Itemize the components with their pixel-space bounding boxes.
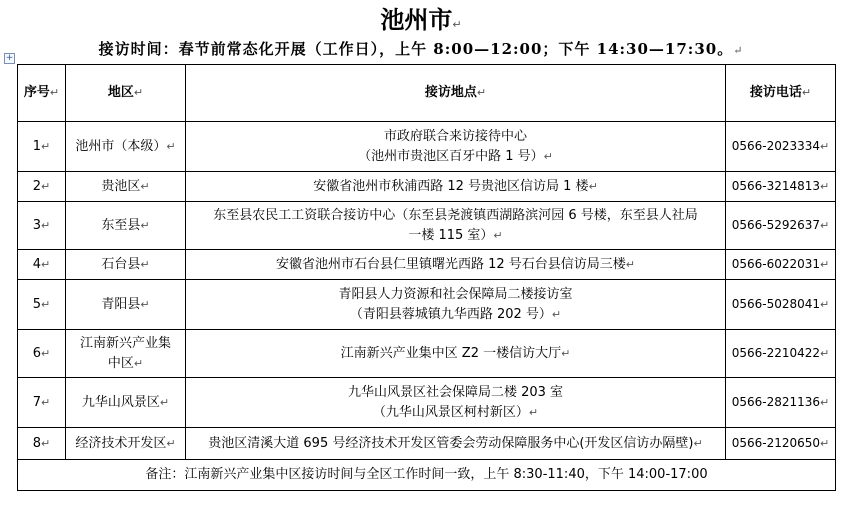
row-phone-line: 0566-5028041	[731, 297, 821, 311]
row-location	[186, 172, 726, 202]
table-row	[18, 378, 836, 428]
cell-mark: ↵	[493, 228, 503, 242]
cell-mark: ↵	[820, 258, 830, 271]
row-region-line: 九华山风景区	[81, 394, 160, 410]
row-location-line: 一楼 115 室）	[408, 227, 494, 243]
page-subtitle	[0, 38, 842, 62]
table-row	[18, 280, 836, 330]
row-phone-line: 0566-5292637	[731, 218, 821, 232]
row-no-line: 1	[32, 138, 42, 154]
row-region	[66, 330, 186, 378]
cell-mark: ↵	[166, 139, 176, 153]
cell-mark: ↵	[820, 180, 830, 193]
row-location-line: （青阳县蓉城镇九华西路 202 号）	[349, 306, 552, 322]
row-region-line: 经济技术开发区	[75, 435, 167, 451]
cell-mark: ↵	[820, 140, 830, 153]
cell-mark: ↵	[41, 346, 51, 360]
row-location-line: 青阳县人力资源和社会保障局二楼接访室	[338, 286, 573, 302]
cell-mark: ↵	[693, 436, 703, 450]
cell-mark: ↵	[41, 257, 51, 271]
row-location	[186, 330, 726, 378]
header-region: 地区↵	[66, 65, 186, 122]
cell-mark: ↵	[820, 437, 830, 450]
row-no-line: 2	[32, 178, 42, 194]
row-phone	[726, 330, 836, 378]
cell-mark: ↵	[133, 356, 144, 370]
row-region	[66, 122, 186, 172]
table-row	[18, 330, 836, 378]
row-location	[186, 378, 726, 428]
cell-mark: ↵	[140, 179, 150, 193]
cell-mark: ↵	[528, 405, 539, 419]
cell-mark: ↵	[166, 436, 176, 450]
row-no-line: 4	[32, 256, 42, 272]
row-phone-line: 0566-3214813	[731, 179, 821, 193]
cell-mark: ↵	[820, 396, 830, 409]
row-location-line: 安徽省池州市秋浦西路 12 号贵池区信访局 1 楼	[313, 178, 589, 194]
cell-mark: ↵	[41, 395, 51, 409]
row-no-line: 5	[32, 296, 42, 312]
cell-mark: ↵	[820, 298, 830, 311]
table-row	[18, 428, 836, 460]
row-region-line: 青阳县	[101, 296, 141, 312]
paragraph-mark: ↵	[452, 18, 462, 31]
row-phone	[726, 250, 836, 280]
row-location-line: 江南新兴产业集中区 Z2 一楼信访大厅	[340, 345, 562, 361]
paragraph-mark: ↵	[733, 44, 744, 57]
cell-mark: ↵	[561, 346, 571, 360]
cell-mark: ↵	[140, 297, 150, 311]
table-row	[18, 202, 836, 250]
row-phone	[726, 378, 836, 428]
row-no	[18, 202, 66, 250]
row-no-line: 3	[32, 217, 42, 233]
row-location-line: 市政府联合来访接待中心	[383, 128, 527, 144]
row-location	[186, 202, 726, 250]
row-no-line: 8	[32, 435, 42, 451]
row-no	[18, 428, 66, 460]
row-region	[66, 428, 186, 460]
cell-mark: ↵	[140, 257, 150, 271]
row-phone-line: 0566-2821136	[731, 395, 821, 409]
cell-mark: ↵	[820, 347, 830, 360]
row-region	[66, 202, 186, 250]
row-phone	[726, 122, 836, 172]
header-no: 序号↵	[18, 65, 66, 122]
row-region-line: 池州市（本级）	[75, 138, 167, 154]
row-region-line: 中区	[107, 355, 134, 371]
note-cell	[18, 460, 836, 491]
cell-mark: ↵	[625, 257, 636, 271]
cell-mark: ↵	[159, 395, 170, 409]
cell-mark: ↵	[140, 218, 150, 232]
cell-mark: ↵	[588, 179, 598, 193]
table-header-row	[18, 65, 836, 122]
cell-mark: ↵	[41, 179, 51, 193]
cell-mark: ↵	[820, 219, 830, 232]
note-row	[18, 460, 836, 491]
row-region-line: 贵池区	[101, 178, 141, 194]
row-location-line: （池州市贵池区百牙中路 1 号）	[358, 148, 544, 164]
row-region-line: 东至县	[101, 217, 141, 233]
header-phone: 接访电话↵	[726, 65, 836, 122]
row-location-line: 东至县农民工工资联合接访中心（东至县尧渡镇西湖路滨河园 6 号楼，东至县人社局	[213, 207, 698, 223]
row-phone	[726, 428, 836, 460]
row-phone	[726, 172, 836, 202]
table-row	[18, 250, 836, 280]
row-location	[186, 250, 726, 280]
row-no	[18, 172, 66, 202]
cell-mark: ↵	[41, 139, 51, 153]
page-title	[0, 4, 842, 41]
row-phone	[726, 280, 836, 330]
row-location-line: 安徽省池州市石台县仁里镇曙光西路 12 号石台县信访局三楼	[275, 256, 626, 272]
subtitle-text: 接访时间：春节前常态化开展（工作日），上午 8:00—12:00；下午 14:30—17:30。	[98, 40, 734, 58]
cell-mark: ↵	[41, 436, 51, 450]
row-region	[66, 250, 186, 280]
cell-mark: ↵	[551, 307, 562, 321]
row-location	[186, 122, 726, 172]
row-region	[66, 172, 186, 202]
row-phone	[726, 202, 836, 250]
row-no	[18, 280, 66, 330]
row-location-line: 九华山风景区社会保障局二楼 203 室	[347, 384, 564, 400]
header-location: 接访地点↵	[186, 65, 726, 122]
row-region	[66, 280, 186, 330]
row-phone-line: 0566-2023334	[731, 139, 821, 153]
row-no	[18, 122, 66, 172]
row-location-line: 贵池区清溪大道 695 号经济技术开发区管委会劳动保障服务中心(开发区信访办隔壁)	[208, 435, 694, 451]
cell-mark: ↵	[41, 297, 51, 311]
cell-mark: ↵	[41, 218, 51, 232]
row-location	[186, 280, 726, 330]
table-row	[18, 122, 836, 172]
row-location	[186, 428, 726, 460]
row-phone-line: 0566-2210422	[731, 346, 821, 360]
move-anchor-icon[interactable]: +	[5, 53, 14, 63]
table-row	[18, 172, 836, 202]
page-title-text: 池州市	[380, 6, 453, 34]
row-no	[18, 330, 66, 378]
row-no-line: 7	[32, 394, 42, 410]
row-no	[18, 378, 66, 428]
cell-mark: ↵	[543, 149, 553, 163]
row-region-line: 江南新兴产业集	[79, 335, 171, 351]
row-region-line: 石台县	[101, 256, 141, 272]
row-location-line: （九华山风景区柯村新区）	[372, 404, 529, 420]
note-text: 备注：江南新兴产业集中区接访时间与全区工作时间一致，上午 8:30-11:40，下午 14:00-17:00	[145, 467, 708, 482]
row-no-line: 6	[32, 345, 42, 361]
row-phone-line: 0566-6022031	[731, 257, 821, 271]
row-phone-line: 0566-2120650	[731, 436, 821, 450]
row-no	[18, 250, 66, 280]
reception-table	[17, 64, 836, 491]
row-region	[66, 378, 186, 428]
